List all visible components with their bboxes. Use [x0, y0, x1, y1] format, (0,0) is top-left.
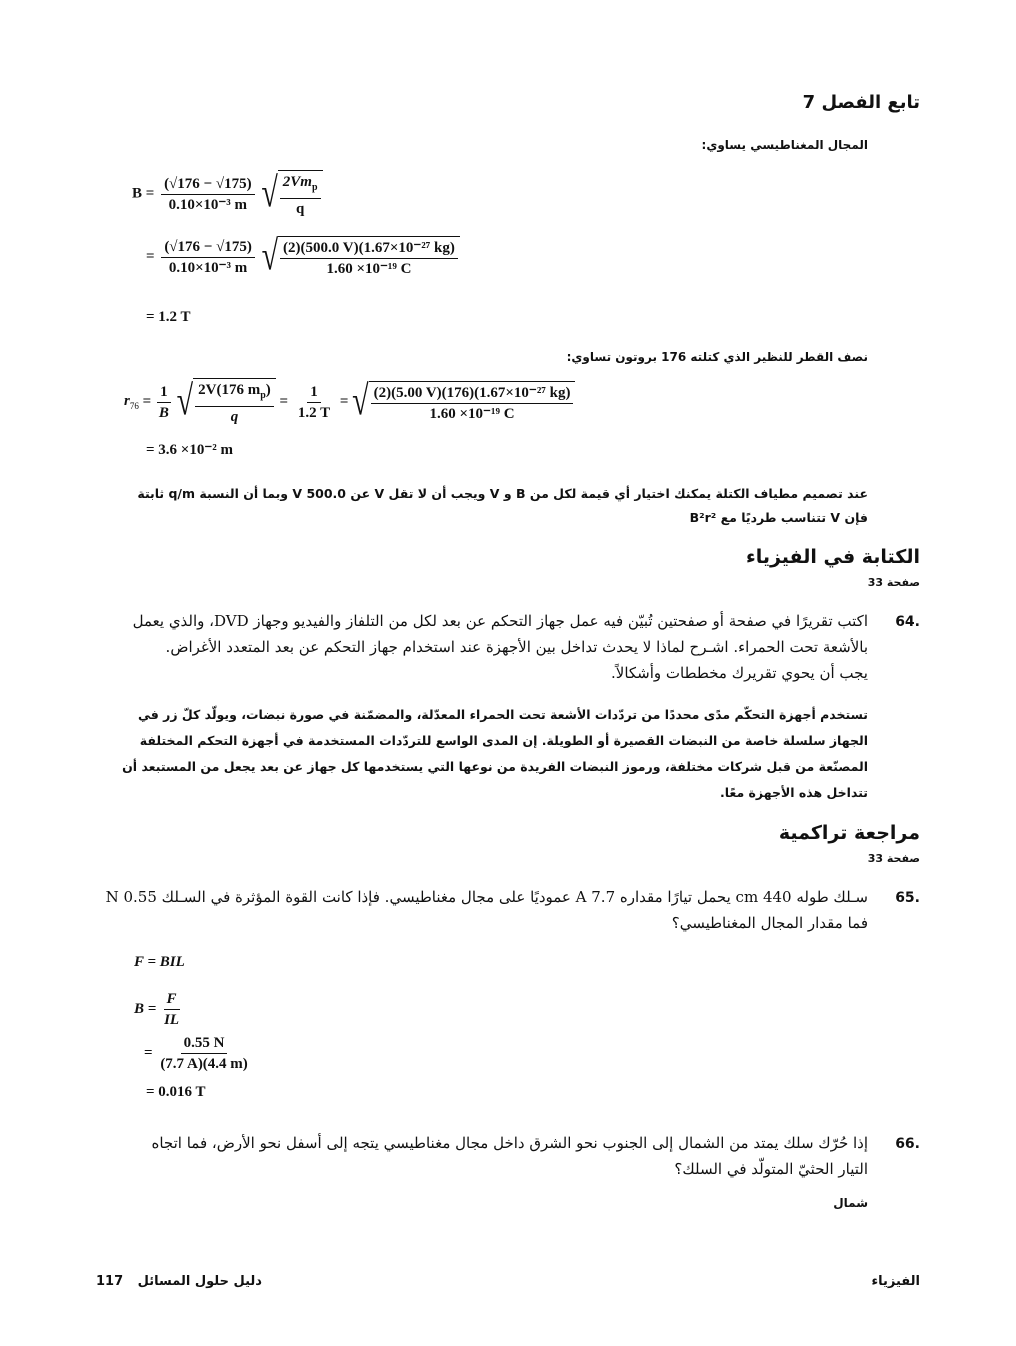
- r-sqrt-2: √ $\frac{\text{(2)(5.00 V)(176)(1.67×10⁻²⁷ kg)}}{\text{1.60 ×10⁻¹⁹ C}}$: [352, 381, 575, 423]
- question-64-number: .64: [895, 614, 920, 630]
- equation-b-result-65: = 0.016 T: [146, 1084, 206, 1100]
- sqrt-denominator-2: 1.60 ×10⁻¹⁹ C: [326, 261, 412, 277]
- radius-intro: نصف القطر للنظير الذي كتلته 176 بروتون تساوي:: [566, 350, 868, 364]
- eq-numerator: (√176 − √175): [161, 175, 255, 195]
- footer-label: دليل حلول المسائل: [137, 1274, 262, 1289]
- equation-b-line2: = $\frac{(√176 - √175)}{\text{0.10×10⁻³ m}}$ √ $\frac{\text{(2)(500.0 V)(1.67×10⁻²⁷ kg)}}{\text{1.60 ×10⁻¹⁹ C}}$: [146, 236, 460, 278]
- design-note: عند تصميم مطياف الكتلة يمكنك اختيار أي قيمة لكل من B و V ويجب أن لا تقل V عن 500.0 V وبما أن النسبة q/m ثابتة فإن V تتناسب طرديًا مع B²r²: [137, 486, 868, 525]
- equation-b-field: B = $\frac{F}{IL}$: [134, 991, 180, 1028]
- equation-force: F = BIL: [134, 954, 185, 970]
- sqrt-denominator: q: [296, 201, 305, 217]
- question-64-answer: تستخدم أجهزة التحكّم مدًى محددًا من تردّدات الأشعة تحت الحمراء المعدّلة، والمضمّنة في صورة نبضات، ويولّد كلّ زر في الجهاز سلسلة خاصة من النبضات القصيرة أو الطويلة. إن المدى الواسع للتردّدات المستخدمة في أجهزة التحكم المختلفة المصنّعة من قبل شركات مختلفة، ورموز النبضات الفريدة من نوعها التي يستخدمها كل جهاز عن بعد يجعل من المستبعد أن تتداخل هذه الأجهزة معًا.: [122, 707, 868, 800]
- sqrt-numerator: $2Vm_p$: [280, 173, 321, 199]
- section-writing-page-ref: صفحة 33: [867, 576, 920, 589]
- section-review-page-ref: صفحة 33: [867, 852, 920, 865]
- eq-sqrt-2: √ $\frac{\text{(2)(500.0 V)(1.67×10⁻²⁷ kg)}}{\text{1.60 ×10⁻¹⁹ C}}$: [262, 236, 460, 278]
- equation-substitution: = $\frac{0.55 N}{(7.7 A)(4.4 m)}$: [144, 1035, 248, 1072]
- question-65-number: .65: [895, 890, 920, 906]
- eq-lhs: B =: [132, 185, 155, 202]
- question-66-text: إذا حُرّك سلك يمتد من الشمال إلى الجنوب نحو الشرق داخل مجال مغناطيسي يتجه إلى أسفل نحو الأرض، فما اتجاه التيار الحثيّ المتولّد في السلك؟: [151, 1134, 868, 1178]
- eq-numerator-2: (√176 − √175): [161, 238, 255, 258]
- equation-r76-result: = 3.6 ×10⁻² m: [146, 442, 234, 458]
- eq-denominator: 0.10×10⁻³ m: [168, 196, 248, 213]
- footer-page-number: 117: [96, 1274, 124, 1289]
- footer-subject: الفيزياء: [871, 1274, 920, 1289]
- eq-fraction: [161, 175, 255, 214]
- chapter-heading: تابع الفصل 7: [802, 92, 920, 113]
- section-writing-title: الكتابة في الفيزياء: [745, 546, 920, 568]
- section-review-title: مراجعة تراكمية: [778, 822, 920, 844]
- question-66-answer: شمال: [833, 1196, 868, 1210]
- field-intro: المجال المغناطيسي يساوي:: [701, 138, 868, 152]
- question-66-number: .66: [895, 1136, 920, 1152]
- r-lhs: $r_{76}$: [124, 393, 139, 412]
- question-65-text: سـلك طوله 440 cm يحمل تيارًا مقداره 7.7 A عموديًا على مجال مغناطيسي. فإذا كانت القوة المؤثرة في السـلك 0.55 N فما مقدار المجال المغناطيسي؟: [105, 888, 868, 932]
- r-sqrt-1: √ $\frac{2V(176 m_p)}{q}$: [177, 378, 276, 426]
- question-64-text: اكتب تقريرًا في صفحة أو صفحتين تُبيّن فيه عمل جهاز التحكم عن بعد لكل من التلفاز والفيديو وجهاز DVD، والذي يعمل بالأشعة تحت الحمراء. اشـرح لماذا لا يحدث تداخل بين الأجهزة عند استخدام جهاز التحكم عن بعد المتعدد الأغراض. يجب أن يحوي تقريرك مخططات وأشكالاً.: [132, 612, 868, 682]
- eq-denominator-2: 0.10×10⁻³ m: [168, 259, 248, 276]
- sqrt-numerator-2: (2)(500.0 V)(1.67×10⁻²⁷ kg): [280, 239, 458, 259]
- equation-b-result: = 1.2 T: [146, 309, 191, 325]
- footer-book: [96, 1274, 262, 1289]
- equation-b-line1: [132, 170, 323, 218]
- equation-r76: $r_{76}$ = $\frac{1}{B}$ √ $\frac{2V(176 m_p)}{q}$ = $\frac{1}{1.2 T}$ = √ $\frac{\text{(2)(5.00 V)(176)(1.67×10⁻²⁷ kg)}}{\text{1.60 ×10⁻¹⁹ C}}$: [124, 378, 575, 426]
- eq-sqrt: √ $\frac{2Vm_p}{q}$: [261, 170, 322, 218]
